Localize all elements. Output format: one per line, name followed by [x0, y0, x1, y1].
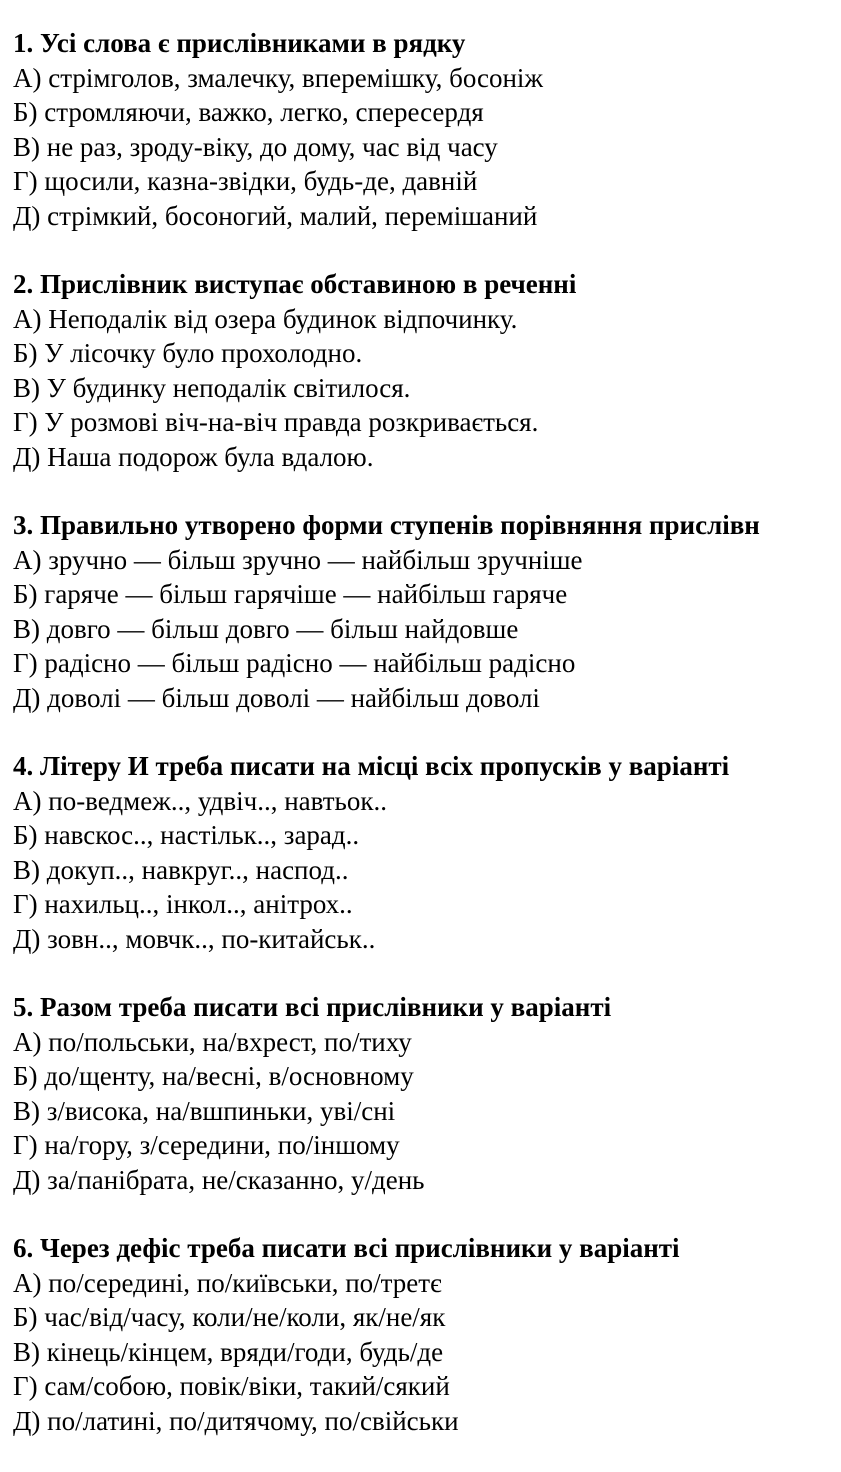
- option-b: Б) гаряче — більш гарячіше — найбільш гаряче: [13, 579, 568, 609]
- option-b: Б) У лісочку було прохолодно.: [13, 338, 363, 368]
- option-d: Д) стрімкий, босоногий, малий, перемішаний: [13, 200, 538, 231]
- question-4: [13, 749, 841, 956]
- question-6: [13, 1231, 841, 1438]
- option-h: Г) сам/собою, повік/віки, такий/сякий: [13, 1371, 450, 1401]
- option-b: Б) до/щенту, на/весні, в/основному: [13, 1061, 414, 1091]
- option-a: А) по-ведмеж.., удвіч.., навтьок..: [13, 785, 387, 816]
- option-h: Г) щосили, казна-звідки, будь-де, давній: [13, 166, 478, 196]
- question-1: [13, 26, 841, 233]
- option-a: А) зручно — більш зручно — найбільш зручніше: [13, 544, 583, 575]
- option-d: Д) по/латині, по/дитячому, по/свійськи: [13, 1405, 459, 1436]
- option-d: Д) Наша подорож була вдалою.: [13, 441, 374, 472]
- question-title: 6. Через дефіс треба писати всі прислівники у варіанті: [13, 1233, 680, 1263]
- question-title: 5. Разом треба писати всі прислівники у варіанті: [13, 992, 612, 1022]
- option-a: А) стрімголов, змалечку, вперемішку, босоніж: [13, 62, 544, 93]
- option-h: Г) нахильц.., інкол.., анітрох..: [13, 889, 353, 919]
- option-b: Б) стромляючи, важко, легко, спересердя: [13, 97, 484, 127]
- option-h: Г) У розмові віч-на-віч правда розкривається.: [13, 407, 539, 437]
- question-2: [13, 267, 841, 474]
- quiz-document: [13, 26, 841, 1472]
- question-5: [13, 990, 841, 1197]
- option-a: А) Неподалік від озера будинок відпочинку.: [13, 303, 518, 334]
- option-v: В) не раз, зроду-віку, до дому, час від часу: [13, 131, 498, 162]
- option-v: В) кінець/кінцем, вряди/годи, будь/де: [13, 1336, 444, 1367]
- option-d: Д) зовн.., мовчк.., по-китайськ..: [13, 923, 376, 954]
- option-h: Г) на/гору, з/середини, по/іншому: [13, 1130, 400, 1160]
- question-title: 2. Прислівник виступає обставиною в реченні: [13, 269, 577, 299]
- question-title: 3. Правильно утворено форми ступенів порівняння прислівн: [13, 510, 760, 540]
- question-title: 1. Усі слова є прислівниками в рядку: [13, 28, 466, 58]
- option-v: В) з/висока, на/вшпиньки, уві/сні: [13, 1095, 396, 1126]
- question-3: [13, 508, 841, 715]
- option-h: Г) радісно — більш радісно — найбільш радісно: [13, 648, 576, 678]
- question-title: 4. Літеру И треба писати на місці всіх пропусків у варіанті: [13, 751, 730, 781]
- option-a: А) по/середині, по/київськи, по/третє: [13, 1267, 442, 1298]
- option-d: Д) за/панібрата, не/сказанно, у/день: [13, 1164, 425, 1195]
- option-v: В) докуп.., навкруг.., наспод..: [13, 854, 349, 885]
- option-a: А) по/польськи, на/вхрест, по/тиху: [13, 1026, 412, 1057]
- option-b: Б) навскос.., настільк.., зарад..: [13, 820, 360, 850]
- option-d: Д) доволі — більш доволі — найбільш доволі: [13, 682, 540, 713]
- option-b: Б) час/від/часу, коли/не/коли, як/не/як: [13, 1302, 446, 1332]
- option-v: В) У будинку неподалік світилося.: [13, 372, 411, 403]
- option-v: В) довго — більш довго — більш найдовше: [13, 613, 519, 644]
